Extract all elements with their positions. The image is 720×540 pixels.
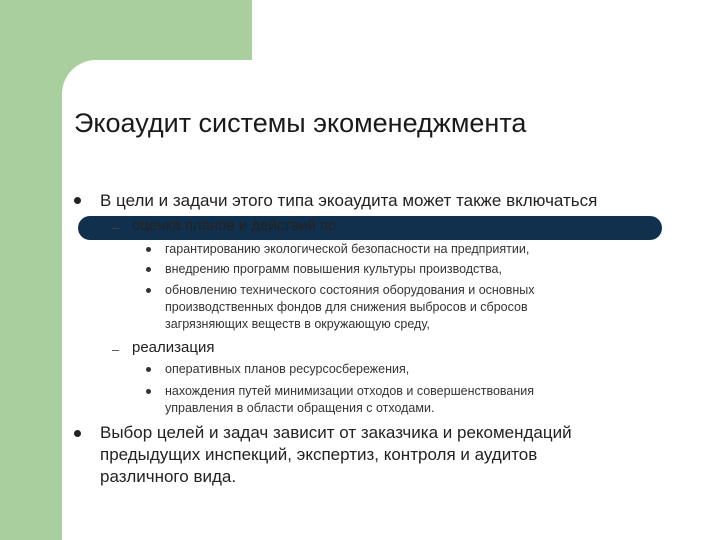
sub-sub-bullet-dot bbox=[146, 288, 151, 293]
dash-marker: – bbox=[112, 220, 120, 235]
sub-sub-bullet-text: гарантированию экологической безопасности на предприятии, bbox=[165, 242, 530, 256]
sub-sub-bullet-dot bbox=[146, 247, 151, 252]
bullet-1-text: В цели и задачи этого типа экоаудита может также включаться bbox=[100, 191, 598, 210]
sub-sub-bullet-text-cont: производственных фондов для снижения выбросов и сбросов bbox=[165, 300, 528, 314]
sub-sub-bullet-text: нахождения путей минимизации отходов и совершенствования bbox=[165, 384, 535, 398]
bullet-dot bbox=[74, 430, 81, 437]
sub-sub-bullet-text-cont: управления в области обращения с отходами. bbox=[165, 401, 435, 415]
sub-sub-bullet-text-cont: загрязняющих веществ в окружающую среду, bbox=[165, 317, 430, 331]
sub-sub-bullet-text: оперативных планов ресурсосбережения, bbox=[165, 362, 410, 376]
bullet-dot bbox=[74, 197, 81, 204]
bullet-2-text-cont: предыдущих инспекций, экспертиз, контроля и аудитов bbox=[100, 445, 538, 464]
sub-bullet-2-text: реализация bbox=[132, 339, 215, 356]
bullet-2-text-cont: различного вида. bbox=[100, 467, 237, 486]
dash-marker: – bbox=[112, 342, 120, 357]
sub-sub-bullet-dot bbox=[146, 367, 151, 372]
sub-sub-bullet-dot bbox=[146, 389, 151, 394]
sub-sub-bullet-text: обновлению технического состояния оборудования и основных bbox=[165, 283, 535, 297]
bullet-2-text: Выбор целей и задач зависит от заказчика и рекомендаций bbox=[100, 423, 572, 442]
sub-sub-bullet-dot bbox=[146, 267, 151, 272]
slide-title: Экоаудит системы экоменеджмента bbox=[74, 108, 527, 138]
sub-sub-bullet-text: внедрению программ повышения культуры производства, bbox=[165, 262, 502, 276]
sub-bullet-1-text: оценка планов и действий по bbox=[132, 217, 337, 234]
